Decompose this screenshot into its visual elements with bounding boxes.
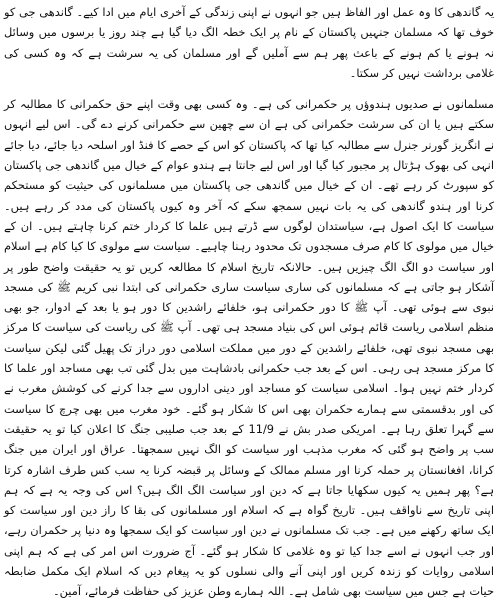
- article-paragraph-1: یہ گاندھی کا وہ عمل اور الفاظ ہیں جو انہوں نے اپنی زندگی کے آخری ایام میں ادا کیے۔ گاندھی جی کو خوف تھا کہ مسلمان جنہیں پاکستان کے نام پر ایک خطہ الگ دیا گیا ہے چند روز یا برسوں میں وسائل نہ ہونے یا کم ہونے کے باعث پھر ہم سے آملیں گے اور مسلمان کی یہ سرشت ہے کہ وہ کسی کی غلامی برداشت نہیں کر سکتا۔: [4, 5, 494, 80]
- article-paragraph-2: مسلمانوں نے صدیوں ہندوؤں پر حکمرانی کی ہے۔ وہ کسی بھی وقت اپنے حق حکمرانی کا مطالبہ کر سکتے ہیں یا ان کی سرشت حکمرانی کی ہے ان سے چھین سے حکمرانی کرنے دے گی۔ اس لیے انہوں نے انگریز گورنر جنرل سے مطالبہ کیا تھا کہ پاکستان کو اس کے حصے کا فنڈ اور اسلحہ دیا جائے، دیا جائے انہی کی بھوک ہڑتال پر مجبور کیا گیا اور اس لیے جانتا ہے ہندو عوام کے خیال میں گاندھی جی پاکستان کو سپورٹ کر رہے تھے۔ ان کے خیال میں گاندھی جی پاکستان میں مسلمانوں کی حیثیت کو مستحکم کرنا اور ہندو گاندھی کی یہ بات نہیں سمجھ سکے کہ آخر وہ کیوں پاکستان کی مدد کر رہے ہیں۔ سیاست کا ایک اصول ہے، سیاستدان لوگوں سے ڈرتے ہیں علما کا کردار ختم کرنا چاہتے ہیں۔ ان کے خیال میں مولوی کا کام صرف مسجدوں تک محدود رہنا چاہیے۔ سیاست سے مولوی کا کیا کام ہے اسلام اور سیاست دو الگ الگ چیزیں ہیں۔ حالانکہ تاریخ اسلام کا مطالعہ کریں تو یہ حقیقت واضح طور پر آشکار ہو جاتی ہے کہ مسلمانوں کی ساری سیاست ساری حکمرانی کی ابتدا نبی کریم ﷺ کی مسجد نبوی سے ہوئی تھی۔ آپ ﷺ کا دور حکمرانی ہو، خلفائے راشدین کا دور ہو یا بعد کے ادوار، جو بھی منظم اسلامی ریاست قائم ہوئی اس کی بنیاد مسجد ہی تھی۔ آپ ﷺ کی ریاست کی سیاست کا مرکز بھی مسجد نبوی تھی، خلفائے راشدین کے دور میں مملکت اسلامی دور دراز تک پھیل گئی لیکن سیاست کا مرکز مسجد ہی رہی۔ اس کے بعد جب حکمرانی بادشاہت میں بدل گئی تب بھی مساجد اور علما کا کردار ختم نہیں ہوا۔ اسلامی سیاست کو مساجد اور دینی اداروں سے جدا کرنے کی کوشش مغرب نے کی اور بدقسمتی سے ہمارے حکمران بھی اس کا شکار ہو گئے۔ خود مغرب میں بھی چرچ کا سیاست سے گہرا تعلق رہا ہے۔ امریکی صدر بش نے 11/9 کے بعد جب صلیبی جنگ کا اعلان کیا تو یہ حقیقت سب پر واضح ہو گئی کہ مغرب مذہب اور سیاست کو الگ نہیں سمجھتا۔ عراق اور ایران میں جنگ کرانا، افغانستان پر حملہ کرنا اور مسلم ممالک کے وسائل پر قبضہ کرنا یہ سب کس طرف اشارہ کرتا ہے؟ پھر ہمیں یہ کیوں سکھایا جاتا ہے کہ دین اور سیاست الگ الگ ہیں؟ اس کی وجہ یہ ہے کہ ہم اپنی تاریخ سے ناواقف ہیں۔ تاریخ گواہ ہے کہ اسلام اور مسلمانوں کی بقا کا راز دین اور سیاست کو ایک ساتھ رکھنے میں ہے۔ جب تک مسلمانوں نے دین اور سیاست کو ایک سمجھا وہ دنیا پر حکمران رہے، اور جب انہوں نے اسے جدا کیا تو وہ غلامی کا شکار ہو گئے۔ آج ضرورت اس امر کی ہے کہ ہم اپنی اسلامی روایات کو زندہ کریں اور اپنی آنے والی نسلوں کو یہ پیغام دیں کہ اسلام ایک مکمل ضابطہ حیات ہے جس میں سیاست بھی شامل ہے۔ اللہ ہمارے وطن عزیز کی حفاظت فرمائے، آمین۔: [4, 97, 495, 599]
